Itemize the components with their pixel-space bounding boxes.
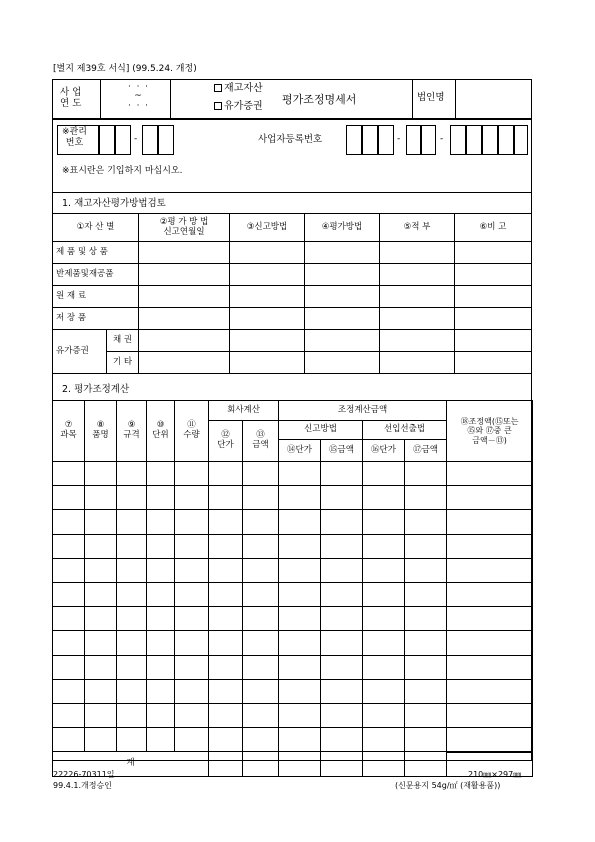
cell[interactable]: [363, 534, 405, 558]
cell[interactable]: [117, 486, 147, 510]
row-label: 제 품 및 상 품: [53, 242, 139, 264]
col-evaluated: ④평가방법: [305, 214, 380, 242]
cell[interactable]: [117, 679, 147, 703]
cell[interactable]: [147, 486, 175, 510]
cell[interactable]: [405, 534, 447, 558]
cell[interactable]: [230, 352, 305, 374]
total-cell[interactable]: [321, 752, 363, 777]
cell[interactable]: [405, 558, 447, 582]
cell[interactable]: [230, 308, 305, 330]
cell[interactable]: [321, 534, 363, 558]
cell[interactable]: [139, 352, 230, 374]
section2-table: [52, 400, 533, 777]
table-row: [53, 534, 533, 558]
cell[interactable]: [147, 510, 175, 534]
cell[interactable]: [243, 679, 279, 703]
form-id: [별지 제39호 서식] (99.5.24. 개정): [53, 64, 197, 74]
cell[interactable]: [175, 534, 209, 558]
col-subject: ⑦ 과목: [53, 401, 85, 462]
cell[interactable]: [175, 728, 209, 752]
total-label: 계: [53, 752, 209, 777]
cell[interactable]: [209, 631, 243, 655]
cell[interactable]: [321, 655, 363, 679]
biz-digit[interactable]: [450, 125, 466, 155]
cell[interactable]: [147, 462, 175, 486]
cell[interactable]: [279, 510, 321, 534]
cell[interactable]: [209, 534, 243, 558]
cell[interactable]: [279, 462, 321, 486]
cell[interactable]: [85, 631, 117, 655]
cell[interactable]: [175, 679, 209, 703]
section1-title: 1. 재고자산평가방법검토: [62, 198, 166, 209]
cell[interactable]: [447, 703, 533, 727]
footer-size: 210㎜×297㎜: [468, 770, 522, 779]
cell[interactable]: [447, 558, 533, 582]
cell[interactable]: [147, 558, 175, 582]
cell[interactable]: [243, 631, 279, 655]
fiscal-year-label: 사 업 연 도: [60, 87, 82, 109]
cell[interactable]: [405, 486, 447, 510]
biz-digit[interactable]: [420, 125, 436, 155]
cell[interactable]: [321, 510, 363, 534]
cell[interactable]: [363, 728, 405, 752]
cell[interactable]: [363, 655, 405, 679]
cell[interactable]: [209, 558, 243, 582]
cell[interactable]: [363, 486, 405, 510]
cell[interactable]: [243, 486, 279, 510]
table-row: [53, 655, 533, 679]
cell[interactable]: [405, 728, 447, 752]
reported-unit-price: ⑭단가: [279, 440, 321, 462]
cell[interactable]: [53, 486, 85, 510]
mgmt-digit[interactable]: [142, 125, 158, 155]
total-cell[interactable]: [405, 752, 447, 777]
cell[interactable]: [85, 534, 117, 558]
cell[interactable]: [53, 558, 85, 582]
biz-digit[interactable]: [346, 125, 362, 155]
cell[interactable]: [405, 510, 447, 534]
cell[interactable]: [279, 558, 321, 582]
cell[interactable]: [447, 534, 533, 558]
cell[interactable]: [85, 679, 117, 703]
cell[interactable]: [175, 631, 209, 655]
cell[interactable]: [53, 462, 85, 486]
cell[interactable]: [405, 655, 447, 679]
corp-name-label: 법인명: [417, 92, 445, 103]
biz-digit[interactable]: [362, 125, 378, 155]
adjustment: ⑱조정액(⑮또는 ⑮와 ⑰중 큰 금액－⑬): [447, 401, 533, 462]
cell[interactable]: [85, 462, 117, 486]
cell[interactable]: [455, 286, 532, 308]
cell[interactable]: [209, 462, 243, 486]
cell[interactable]: [209, 510, 243, 534]
cell[interactable]: [447, 631, 533, 655]
check-inventory-label: 재고자산: [224, 83, 263, 94]
cell[interactable]: [175, 462, 209, 486]
cell[interactable]: [53, 582, 85, 606]
cell[interactable]: [243, 582, 279, 606]
table-row: [53, 582, 533, 606]
cell[interactable]: [139, 264, 230, 286]
cell[interactable]: [117, 462, 147, 486]
cell[interactable]: [455, 264, 532, 286]
section1-table: [52, 213, 532, 374]
cell[interactable]: [380, 264, 455, 286]
cell[interactable]: [243, 703, 279, 727]
cell[interactable]: [85, 486, 117, 510]
cell[interactable]: [117, 534, 147, 558]
cell[interactable]: [380, 286, 455, 308]
row-label: 저 장 품: [53, 308, 139, 330]
cell[interactable]: [321, 462, 363, 486]
cell[interactable]: [117, 607, 147, 631]
cell[interactable]: [230, 286, 305, 308]
cell[interactable]: [447, 462, 533, 486]
cell[interactable]: [139, 330, 230, 352]
cell[interactable]: [175, 486, 209, 510]
divider: [455, 79, 456, 119]
cell[interactable]: [147, 534, 175, 558]
cell[interactable]: [139, 242, 230, 264]
cell[interactable]: [53, 631, 85, 655]
cell[interactable]: [117, 631, 147, 655]
cell[interactable]: [53, 607, 85, 631]
cell[interactable]: [380, 330, 455, 352]
divider: [100, 79, 101, 119]
table-row: [53, 703, 533, 727]
check-securities-label: 유가증권: [224, 101, 263, 112]
cell[interactable]: [243, 728, 279, 752]
cell[interactable]: [147, 728, 175, 752]
biz-digit[interactable]: [514, 125, 528, 155]
total-cell[interactable]: [209, 752, 243, 777]
table-row: [53, 510, 533, 534]
cell[interactable]: [405, 631, 447, 655]
cell[interactable]: [243, 558, 279, 582]
cell[interactable]: [321, 631, 363, 655]
company-unit-price: ⑫ 단가: [209, 421, 243, 462]
cell[interactable]: [363, 582, 405, 606]
cell[interactable]: [209, 703, 243, 727]
cell[interactable]: [305, 286, 380, 308]
cell[interactable]: [405, 582, 447, 606]
cell[interactable]: [175, 607, 209, 631]
cell[interactable]: [363, 510, 405, 534]
cell[interactable]: [405, 679, 447, 703]
cell[interactable]: [321, 486, 363, 510]
cell[interactable]: [85, 655, 117, 679]
cell[interactable]: [279, 486, 321, 510]
table-row: [53, 607, 533, 631]
cell[interactable]: [363, 631, 405, 655]
form-title: 평가조정명세서: [282, 93, 357, 106]
cell[interactable]: [175, 703, 209, 727]
row-label: 기 타: [107, 352, 139, 374]
cell[interactable]: [305, 242, 380, 264]
cell[interactable]: [147, 703, 175, 727]
cell[interactable]: [147, 582, 175, 606]
cell[interactable]: [305, 264, 380, 286]
footer-code: 22226-70311일: [53, 770, 115, 779]
cell[interactable]: [243, 655, 279, 679]
fifo-unit-price: ⑯단가: [363, 440, 405, 462]
mgmt-label: ※관리 번호: [62, 127, 87, 148]
table-row: [53, 631, 533, 655]
cell[interactable]: [279, 607, 321, 631]
cell[interactable]: [363, 558, 405, 582]
cell[interactable]: [305, 330, 380, 352]
cell[interactable]: [85, 728, 117, 752]
cell[interactable]: [117, 582, 147, 606]
dash: -: [134, 134, 138, 144]
cell[interactable]: [147, 607, 175, 631]
col-unit: ⑩ 단위: [147, 401, 175, 462]
cell[interactable]: [117, 655, 147, 679]
cell[interactable]: [321, 558, 363, 582]
cell[interactable]: [363, 679, 405, 703]
cell[interactable]: [117, 558, 147, 582]
col-method-date: ②평 가 방 법 신고연월일: [139, 214, 230, 242]
reported-method: 신고방법: [279, 421, 363, 440]
cell[interactable]: [405, 462, 447, 486]
cell[interactable]: [175, 655, 209, 679]
dash: -: [440, 134, 444, 144]
col-remarks: ⑥비 고: [455, 214, 532, 242]
mgmt-digit[interactable]: [99, 125, 115, 155]
fiscal-period: · · · ~ · · ·: [127, 82, 149, 111]
cell[interactable]: [230, 264, 305, 286]
adjusted-amount: 조정계산금액: [279, 401, 447, 421]
cell[interactable]: [243, 607, 279, 631]
cell[interactable]: [279, 655, 321, 679]
cell[interactable]: [447, 510, 533, 534]
notice: ※표시란은 기입하지 마십시오.: [62, 166, 183, 176]
total-cell[interactable]: [243, 752, 279, 777]
cell[interactable]: [363, 607, 405, 631]
cell[interactable]: [209, 582, 243, 606]
cell[interactable]: [243, 462, 279, 486]
cell[interactable]: [53, 534, 85, 558]
cell[interactable]: [321, 582, 363, 606]
check-inventory[interactable]: [214, 83, 263, 95]
row-label: 채 권: [107, 330, 139, 352]
cell[interactable]: [230, 242, 305, 264]
col-asset: ①자 산 별: [53, 214, 139, 242]
biz-reg-label: 사업자등록번호: [258, 134, 323, 145]
cell[interactable]: [321, 679, 363, 703]
cell[interactable]: [209, 728, 243, 752]
fifo-amount: ⑰금액: [405, 440, 447, 462]
cell[interactable]: [321, 728, 363, 752]
cell[interactable]: [175, 558, 209, 582]
cell[interactable]: [380, 352, 455, 374]
cell[interactable]: [243, 510, 279, 534]
cell[interactable]: [117, 728, 147, 752]
footer-approval: 99.4.1.개정승인: [53, 781, 112, 790]
cell[interactable]: [279, 534, 321, 558]
cell[interactable]: [279, 703, 321, 727]
cell[interactable]: [321, 607, 363, 631]
reported-amount: ⑮금액: [321, 440, 363, 462]
cell[interactable]: [53, 703, 85, 727]
footer-paper: (신문용지 54g/㎡ (재활용품)): [395, 781, 501, 790]
cell[interactable]: [380, 308, 455, 330]
fifo-method: 선입선출법: [363, 421, 447, 440]
total-cell[interactable]: [363, 752, 405, 777]
section2-title: 2. 평가조정계산: [62, 384, 130, 395]
cell[interactable]: [321, 703, 363, 727]
cell[interactable]: [279, 582, 321, 606]
biz-digit[interactable]: [482, 125, 498, 155]
cell[interactable]: [117, 703, 147, 727]
cell[interactable]: [209, 607, 243, 631]
cell[interactable]: [447, 486, 533, 510]
table-row: [53, 558, 533, 582]
cell[interactable]: [85, 582, 117, 606]
cell[interactable]: [209, 679, 243, 703]
table-row: [53, 728, 533, 752]
row-label: 원 재 료: [53, 286, 139, 308]
company-calc: 회사계산: [209, 401, 279, 421]
cell[interactable]: [147, 679, 175, 703]
cell[interactable]: [279, 631, 321, 655]
cell[interactable]: [53, 679, 85, 703]
mgmt-digit[interactable]: [115, 125, 131, 155]
cell[interactable]: [175, 510, 209, 534]
cell[interactable]: [243, 534, 279, 558]
cell[interactable]: [405, 703, 447, 727]
cell[interactable]: [447, 679, 533, 703]
cell[interactable]: [85, 510, 117, 534]
cell[interactable]: [363, 462, 405, 486]
cell[interactable]: [139, 286, 230, 308]
cell[interactable]: [279, 679, 321, 703]
check-securities[interactable]: [214, 101, 263, 113]
biz-digit[interactable]: [378, 125, 394, 155]
mgmt-digit[interactable]: [158, 125, 174, 155]
cell[interactable]: [455, 308, 532, 330]
divider: [170, 79, 171, 119]
col-item: ⑧ 품명: [85, 401, 117, 462]
cell[interactable]: [117, 510, 147, 534]
table-row: [53, 486, 533, 510]
total-row: [53, 752, 533, 777]
company-amount: ⑬ 금액: [243, 421, 279, 462]
checkbox-icon[interactable]: [214, 102, 222, 110]
cell[interactable]: [53, 728, 85, 752]
row-label: 반제품및재공품: [53, 264, 139, 286]
cell[interactable]: [147, 631, 175, 655]
cell[interactable]: [230, 330, 305, 352]
cell[interactable]: [85, 607, 117, 631]
col-reported: ③신고방법: [230, 214, 305, 242]
biz-digit[interactable]: [498, 125, 514, 155]
cell[interactable]: [139, 308, 230, 330]
cell[interactable]: [209, 486, 243, 510]
cell[interactable]: [447, 728, 533, 752]
cell[interactable]: [305, 308, 380, 330]
table-row: [53, 462, 533, 486]
cell[interactable]: [53, 655, 85, 679]
cell[interactable]: [85, 703, 117, 727]
biz-digit[interactable]: [466, 125, 482, 155]
cell[interactable]: [455, 330, 532, 352]
cell[interactable]: [447, 655, 533, 679]
cell[interactable]: [279, 728, 321, 752]
divider: [412, 79, 413, 119]
cell[interactable]: [53, 510, 85, 534]
col-suitability: ⑤적 부: [380, 214, 455, 242]
cell[interactable]: [447, 607, 533, 631]
securities-label: 유가증권: [53, 330, 107, 374]
cell[interactable]: [363, 703, 405, 727]
cell[interactable]: [85, 558, 117, 582]
dash: -: [397, 134, 401, 144]
col-spec: ⑨ 규격: [117, 401, 147, 462]
cell[interactable]: [305, 352, 380, 374]
checkbox-icon[interactable]: [214, 84, 222, 92]
cell[interactable]: [147, 655, 175, 679]
table-row: [53, 679, 533, 703]
col-qty: ⑪ 수량: [175, 401, 209, 462]
cell[interactable]: [405, 607, 447, 631]
cell[interactable]: [209, 655, 243, 679]
cell[interactable]: [380, 242, 455, 264]
cell[interactable]: [455, 352, 532, 374]
total-cell[interactable]: [279, 752, 321, 777]
cell[interactable]: [447, 582, 533, 606]
cell[interactable]: [175, 582, 209, 606]
cell[interactable]: [455, 242, 532, 264]
